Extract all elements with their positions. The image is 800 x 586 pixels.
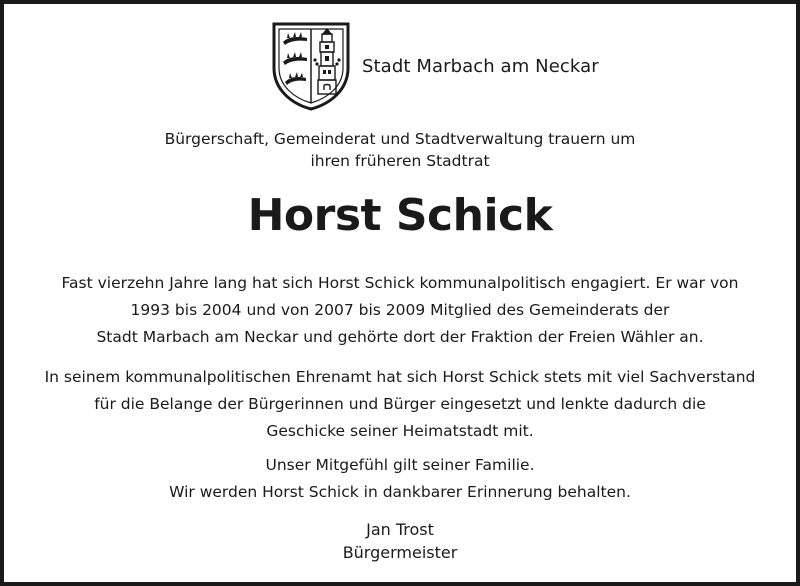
paragraph-line: 1993 bis 2004 und von 2007 bis 2009 Mitglied des Gemeinderats der: [130, 301, 670, 319]
paragraph-line: für die Belange der Bürgerinnen und Bürger eingesetzt und lenkte dadurch die: [94, 395, 706, 413]
header: [270, 20, 599, 112]
intro-text: [0, 128, 800, 172]
intro-line: ihren früheren Stadtrat: [310, 152, 490, 170]
paragraph-line: Stadt Marbach am Neckar und gehörte dort der Fraktion der Freien Wähler an.: [96, 328, 704, 346]
paragraph-engagement: [0, 270, 800, 351]
signature-title: Bürgermeister: [342, 543, 458, 562]
paragraph-honorary-office: [0, 364, 800, 445]
paragraph-line: In seinem kommunalpolitischen Ehrenamt hat sich Horst Schick stets mit viel Sachverstand: [44, 368, 756, 386]
signature-name: Jan Trost: [366, 520, 434, 539]
coat-of-arms-icon: [270, 20, 352, 112]
paragraph-line: Unser Mitgefühl gilt seiner Familie.: [265, 456, 535, 474]
city-name: Stadt Marbach am Neckar: [362, 55, 599, 77]
deceased-name: Horst Schick: [247, 190, 553, 241]
paragraph-line: Fast vierzehn Jahre lang hat sich Horst Schick kommunalpolitisch engagiert. Er war von: [61, 274, 739, 292]
paragraph-line: Geschicke seiner Heimatstadt mit.: [266, 422, 534, 440]
paragraph-condolence: [0, 452, 800, 506]
paragraph-line: Wir werden Horst Schick in dankbarer Erinnerung behalten.: [169, 483, 631, 501]
intro-line: Bürgerschaft, Gemeinderat und Stadtverwaltung trauern um: [164, 130, 636, 148]
signature: [0, 518, 800, 564]
